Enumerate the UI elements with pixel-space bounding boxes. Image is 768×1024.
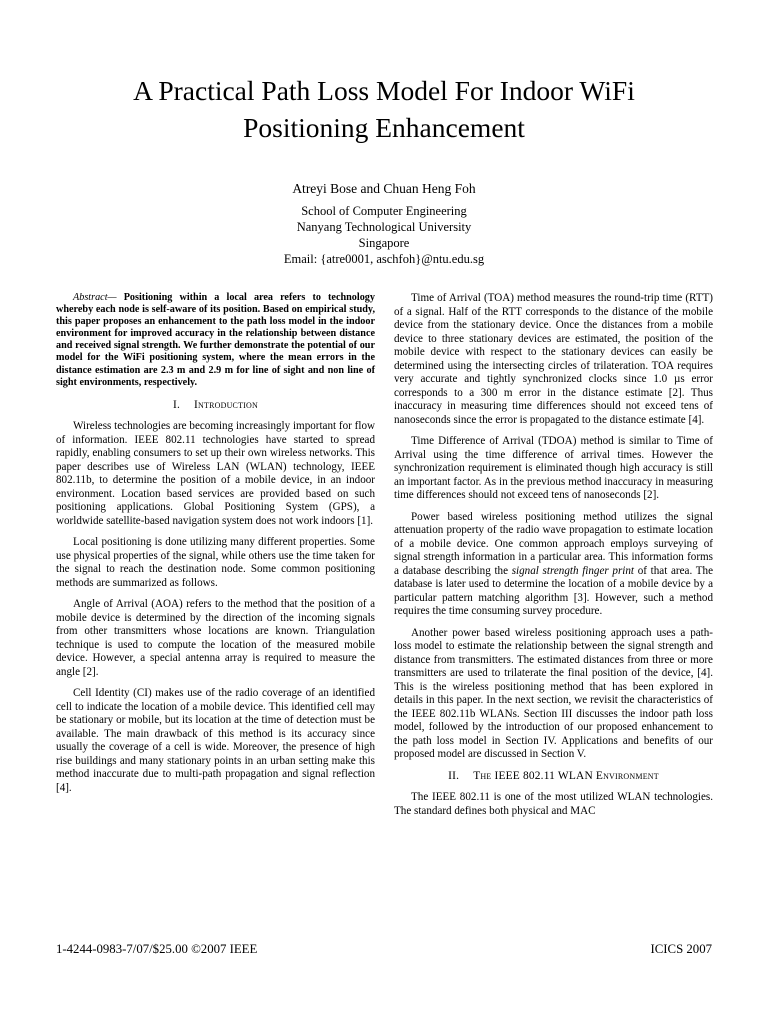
text-run: Power based wireless positioning method utilizes the signal attenuation property of the radio wave propagation to estimate location of a mobile device. One common approach employs surveying of signal strength information in a particular area. This information forms a database describing the bbox=[394, 510, 713, 577]
section-title: The IEEE 802.11 WLAN Environment bbox=[473, 769, 659, 782]
author-university: Nanyang Technological University bbox=[296, 220, 472, 234]
paragraph-toa: Time of Arrival (TOA) method measures the round-trip time (RTT) of a signal. Half of the RTT corresponds to the distance of the mobile device from the stationary device. Once the distances from a mobile device to three stationary devices are estimated, the position of the mobile device with respect to the stationary devices can easily be determined using the intersecting circles of trilateration. TOA requires very accurate and tightly synchronized clocks since 1.0 µs error corresponds to a 300 m error in the distance estimate [2]. Thus inaccuracy in measuring time differences should not exceed tens of nanoseconds since the error is propagated to the distance estimate [4]. bbox=[394, 292, 713, 426]
text-run: of that area. The database is later used to determine the location of a mobile device by a particular pattern matching algorithm [3]. However, such a method requires the time consuming survey procedure. bbox=[394, 564, 713, 617]
author-names: Atreyi Bose and Chuan Heng Foh bbox=[292, 181, 476, 196]
section-heading-introduction bbox=[56, 399, 375, 413]
section-number: II. bbox=[448, 769, 460, 782]
abstract-text: Positioning within a local area refers to technology whereby each node is self-aware of its position. Based on empirical study, this paper proposes an enhancement to the path loss model in the indoor environment for improved accuracy in the relationship between distance and received signal strength. We further demonstrate the potential of our model for the WiFi positioning system, where the mean errors in the distance estimation are 2.3 m and 2.9 m for line of sight and non line of sight environments, respectively. bbox=[56, 292, 375, 388]
section-title: Introduction bbox=[194, 398, 258, 411]
author-country: Singapore bbox=[358, 236, 410, 250]
paragraph-power-based bbox=[394, 511, 713, 619]
paragraph-ieee: The IEEE 802.11 is one of the most utilized WLAN technologies. The standard defines both physical and MAC bbox=[394, 791, 713, 817]
footer-copyright: 1-4244-0983-7/07/$25.00 ©2007 IEEE bbox=[56, 942, 258, 956]
author-block bbox=[100, 181, 668, 267]
left-column bbox=[56, 292, 375, 803]
paragraph-path-loss: Another power based wireless positioning approach uses a path-loss model to estimate the relationship between the signal strength and distance from transmitters. The estimated distances from three or more transmitters are used to trilaterate the final position of the device, [4]. This is the wireless positioning method that has been explored in details in this paper. In the next section, we revisit the characteristics of the IEEE 802.11b WLANs. Section III discusses the indoor path loss model, followed by the introduction of our proposed enhancement to the path loss model in Section IV. Applications and benefits of our proposed model are discussed in Section V. bbox=[394, 626, 713, 760]
abstract bbox=[56, 292, 375, 389]
paragraph: Wireless technologies are becoming increasingly important for flow of information. IEEE 802.11 technologies have started to spread rapidly, enabling consumers to set up their own wireless networks. This paper describes use of Wireless LAN (WLAN) technology, IEEE 802.11b, to determine the position of a mobile device, in an indoor environment. Location based services are provided based on such positioning applications. Global Positioning System (GPS), a worldwide satellite-based navigation system does not work indoors [1]. bbox=[56, 420, 375, 527]
section-number: I. bbox=[172, 398, 181, 411]
author-email: Email: {atre0001, aschfoh}@ntu.edu.sg bbox=[283, 252, 485, 266]
right-column bbox=[394, 292, 713, 826]
title-line-2: Positioning Enhancement bbox=[243, 112, 525, 143]
paper-title bbox=[40, 72, 728, 146]
paragraph: Angle of Arrival (AOA) refers to the method that the position of a mobile device is determined by the direction of the incoming signals from other transmitters whose locations are known. Triangulation technique is used to compute the location of the measured mobile device. However, a special antenna array is required to measure the angle [2]. bbox=[56, 598, 375, 678]
paragraph: Cell Identity (CI) makes use of the radio coverage of an identified cell to indicate the location of a mobile device. This identified cell may be stationary or mobile, but its location at the time of detection must be available. The main drawback of this method is its accuracy since usually the coverage of a cell is wide. Moreover, the presence of high rise buildings and many stationary points in an urban setting make this method inaccurate due to multi-path propagation and signal reflection [4]. bbox=[56, 687, 375, 794]
author-school: School of Computer Engineering bbox=[301, 204, 467, 218]
paragraph-tdoa: Time Difference of Arrival (TDOA) method is similar to Time of Arrival using the time difference of arrival times. However the synchronization requirement is eliminated though high accuracy is still an important factor. As in the previous method inaccuracy in measuring time differences should not exceed tens of nanoseconds [2]. bbox=[394, 435, 713, 501]
paragraph: Local positioning is done utilizing many different properties. Some use physical properties of the signal, while others use the time taken for the signal to reach the destination node. Some common positioning methods are summarized as follows. bbox=[56, 536, 375, 589]
footer-conference: ICICS 2007 bbox=[650, 942, 712, 956]
italic-term: signal strength finger print bbox=[511, 564, 634, 577]
section-heading-wlan bbox=[394, 770, 713, 784]
title-line-1: A Practical Path Loss Model For Indoor WiFi bbox=[133, 75, 635, 106]
abstract-label: Abstract— bbox=[73, 292, 117, 303]
